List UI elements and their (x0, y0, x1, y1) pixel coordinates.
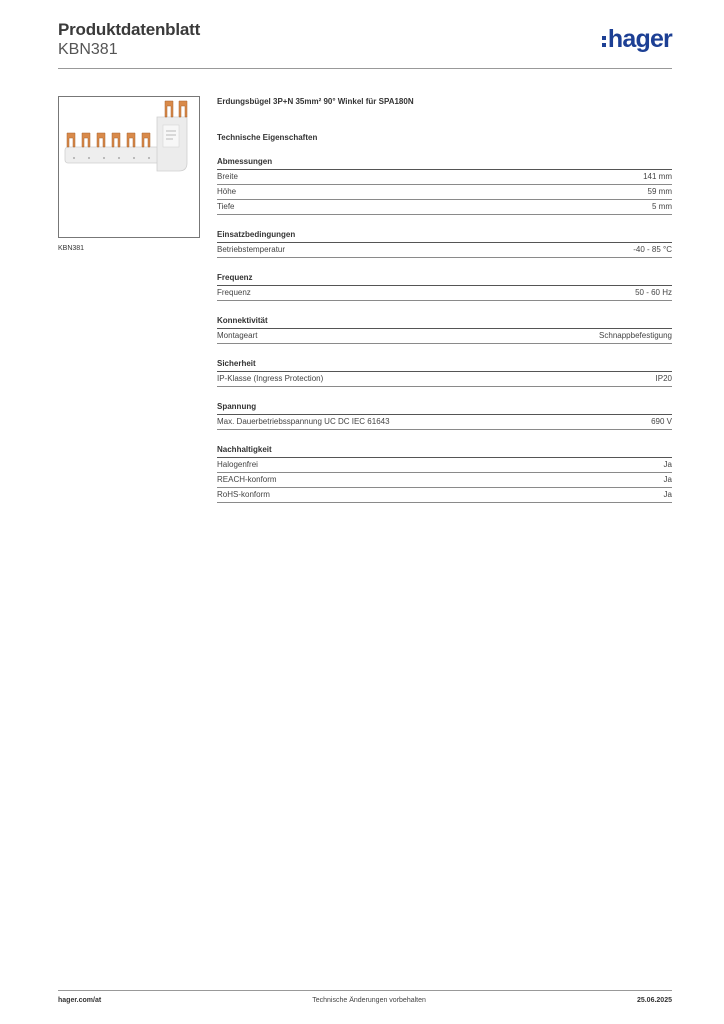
busbar-product-icon (59, 97, 199, 237)
spec-value: 141 mm (643, 172, 672, 181)
spec-label: Halogenfrei (217, 460, 258, 469)
logo-dots-icon (602, 36, 606, 47)
spec-row (217, 243, 672, 258)
footer-divider (58, 990, 672, 991)
spec-label: Frequenz (217, 288, 251, 297)
spec-value: 690 V (651, 417, 672, 426)
spec-value: Schnappbefestigung (599, 331, 672, 340)
section-title: Sicherheit (217, 358, 672, 372)
section-title: Einsatzbedingungen (217, 229, 672, 243)
spec-value: 59 mm (647, 187, 672, 196)
spec-row (217, 329, 672, 344)
spec-label: Max. Dauerbetriebsspannung UC DC IEC 61643 (217, 417, 390, 426)
spec-label: IP-Klasse (Ingress Protection) (217, 374, 324, 383)
page-footer (58, 997, 672, 1004)
footer-url[interactable]: hager.com/at (58, 997, 102, 1004)
spec-label: RoHS-konform (217, 490, 270, 499)
spec-row (217, 415, 672, 430)
section-title: Spannung (217, 401, 672, 415)
spec-row (217, 286, 672, 301)
spec-label: Betriebstemperatur (217, 245, 286, 254)
spec-sections (217, 156, 672, 503)
spec-section (217, 156, 672, 215)
footer-note: Technische Änderungen vorbehalten (312, 997, 426, 1004)
page-header (58, 20, 672, 68)
spec-row (217, 488, 672, 503)
spec-label: Tiefe (217, 202, 235, 211)
spec-label: Montageart (217, 331, 258, 340)
spec-value: 50 - 60 Hz (635, 288, 672, 297)
product-image (58, 96, 200, 238)
hager-logo (602, 26, 672, 52)
product-code: KBN381 (58, 41, 118, 58)
spec-row (217, 200, 672, 215)
logo-text: hager (607, 25, 672, 53)
spec-section (217, 358, 672, 387)
spec-section (217, 444, 672, 503)
spec-section (217, 401, 672, 430)
spec-label: Höhe (217, 187, 237, 196)
spec-row (217, 458, 672, 473)
spec-row (217, 170, 672, 185)
spec-row (217, 372, 672, 387)
spec-value: Ja (663, 490, 672, 499)
spec-section (217, 229, 672, 258)
spec-row (217, 185, 672, 200)
footer-date: 25.06.2025 (636, 997, 672, 1004)
section-title: Frequenz (217, 272, 672, 286)
spec-label: Breite (217, 172, 238, 181)
spec-section (217, 272, 672, 301)
spec-subtitle: Technische Eigenschaften (217, 133, 318, 142)
section-title: Konnektivität (217, 315, 672, 329)
spec-row (217, 473, 672, 488)
section-title: Nachhaltigkeit (217, 444, 672, 458)
spec-value: Ja (663, 460, 672, 469)
spec-value: IP20 (655, 374, 672, 383)
section-title: Abmessungen (217, 156, 672, 170)
spec-content (217, 96, 672, 503)
image-caption: KBN381 (58, 245, 85, 252)
spec-value: Ja (663, 475, 672, 484)
spec-label: REACH-konform (217, 475, 277, 484)
spec-section (217, 315, 672, 344)
spec-value: -40 - 85 °C (633, 245, 672, 254)
spec-value: 5 mm (652, 202, 672, 211)
header-divider (58, 68, 672, 69)
product-name: Erdungsbügel 3P+N 35mm² 90° Winkel für SPA180N (217, 97, 414, 106)
page-title: Produktdatenblatt (58, 20, 201, 39)
